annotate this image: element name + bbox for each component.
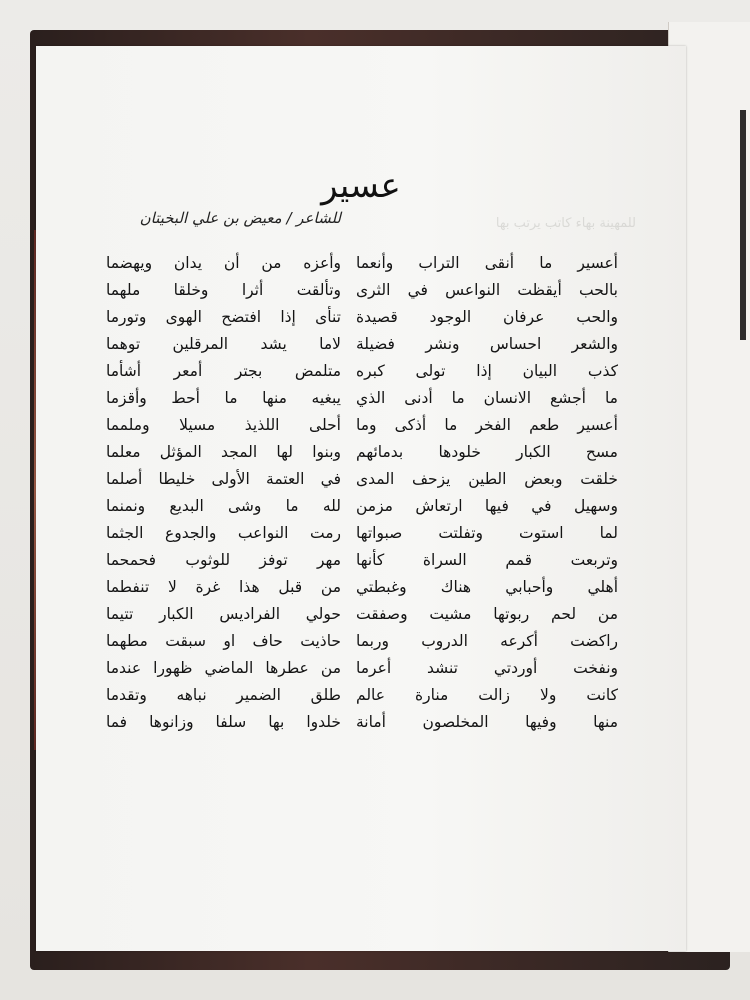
verse-line: وبنوا لها المجد المؤثل معلما — [106, 443, 341, 461]
verse-line: من عطرها الماضي ظهورا عندما — [106, 659, 341, 677]
verse-line: تنأى إذا افتضح الهوى وتورما — [106, 308, 341, 326]
verse-line: ونفخت أوردتي تنشد أعرما — [356, 659, 618, 677]
verse-line: في العتمة الأولى خليطا أصلما — [106, 470, 341, 488]
book-page — [36, 46, 686, 951]
verse-line: أعسير ما أنقى التراب وأنعما — [356, 254, 618, 272]
verse-line: رمت النواعب والجدوع الجثما — [106, 524, 341, 542]
verse-line: كانت ولا زالت منارة عالم — [356, 686, 618, 704]
verse-line: وسهيل في فيها ارتعاش مزمن — [356, 497, 618, 515]
verse-line: بالحب أيقظت النواعس في الثرى — [356, 281, 618, 299]
verse-line: راكضت أكرعه الدروب وربما — [356, 632, 618, 650]
verse-line: مسح الكبار خلودها بدمائهم — [356, 443, 618, 461]
poem-column-right — [356, 250, 618, 736]
verse-line: وأعزه من أن يدان ويهضما — [106, 254, 341, 272]
verse-line: مهر توفز للوثوب فحمحما — [106, 551, 341, 569]
verse-line: يبغيه منها ما أحط وأقزما — [106, 389, 341, 407]
verse-line: من لحم ربوتها مشيت وصفقت — [356, 605, 618, 623]
verse-line: وتربعت قمم السراة كأنها — [356, 551, 618, 569]
bleedthrough-text: للمهينة بهاء كاتب يرتب بها — [495, 216, 636, 231]
verse-line: منها وفيها المخلصون أمانة — [356, 713, 618, 731]
verse-line: وتألقت أثرا وخلقا ملهما — [106, 281, 341, 299]
verse-line: من قبل هذا غرة لا تنفطما — [106, 578, 341, 596]
verse-line: طلق الضمير نباهه وتقدما — [106, 686, 341, 704]
verse-line: حولي الفراديس الكبار تتيما — [106, 605, 341, 623]
verse-line: لاما يشد المرقلين توهما — [106, 335, 341, 353]
verse-line: لله ما وشى البديع ونمنما — [106, 497, 341, 515]
poem-column-left — [106, 250, 341, 736]
verse-line: ما أجشع الانسان ما أدنى الذي — [356, 389, 618, 407]
verse-line: لما استوت وتفلتت صبواتها — [356, 524, 618, 542]
verse-line: خلقت وبعض الطين يزحف المدى — [356, 470, 618, 488]
verse-line: أحلى اللذيذ مسيلا وملمما — [106, 416, 341, 434]
verse-line: متلمض بجتر أمعر أشأما — [106, 362, 341, 380]
poet-credit: للشاعر / معيض بن علي البخيتان — [139, 209, 341, 227]
facing-page-text-edge — [740, 110, 746, 340]
verse-line: كذب البيان إذا تولى كبره — [356, 362, 618, 380]
verse-line: خلدوا بها سلفا وزانوها فما — [106, 713, 341, 731]
verse-line: أعسير طعم الفخر ما أذكى وما — [356, 416, 618, 434]
poem-title: عسير — [321, 166, 401, 206]
verse-line: أهلي وأحبابي هناك وغبطتي — [356, 578, 618, 596]
verse-line: والحب عرفان الوجود قصيدة — [356, 308, 618, 326]
verse-line: والشعر احساس ونشر فضيلة — [356, 335, 618, 353]
verse-line: حاذيت حاف او سبقت مطهما — [106, 632, 341, 650]
